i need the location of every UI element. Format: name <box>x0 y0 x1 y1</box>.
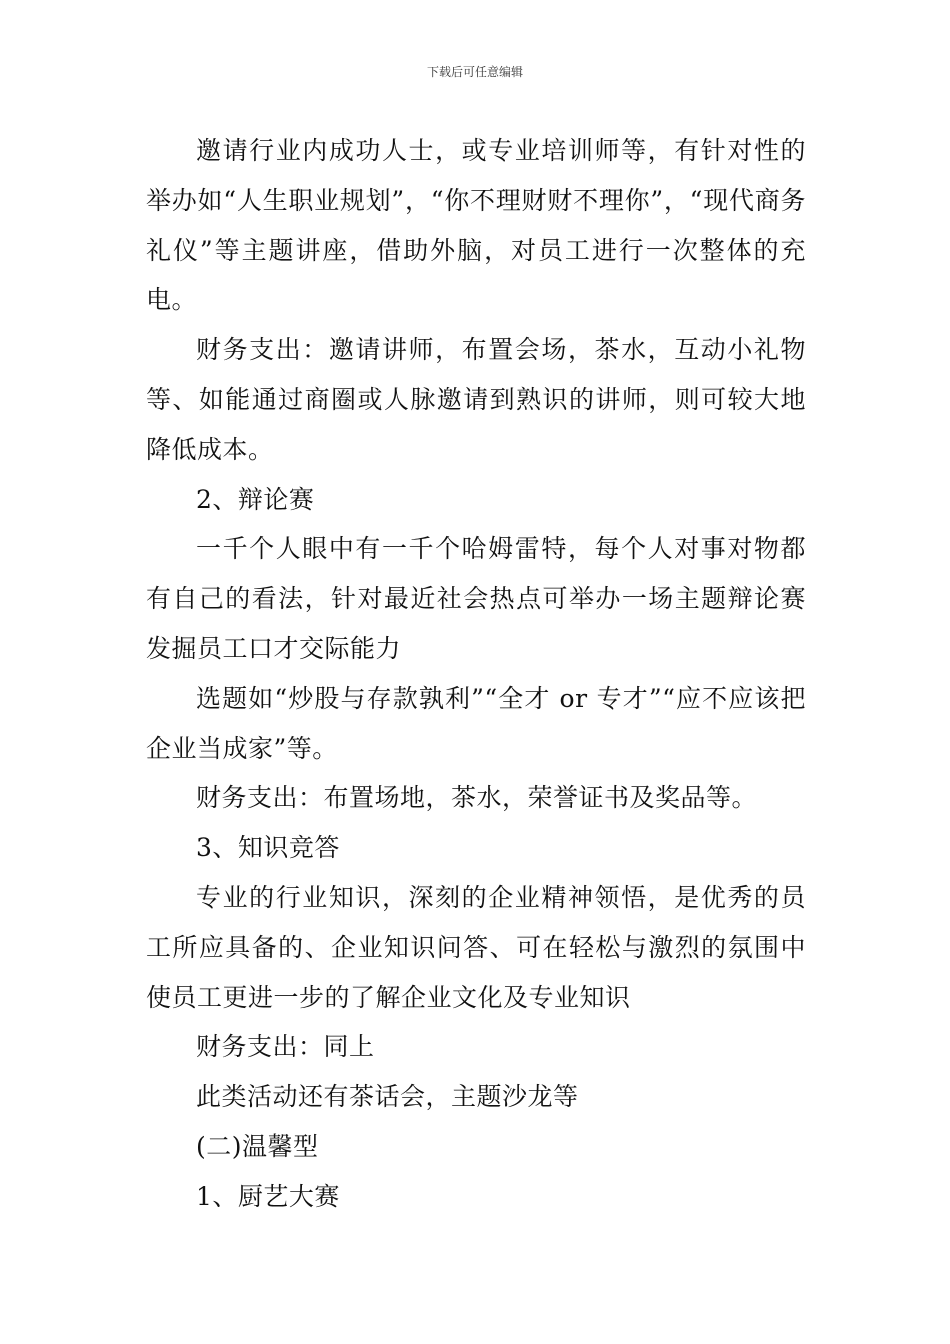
paragraph-lecture-cost: 财务支出：邀请讲师，布置会场，茶水，互动小礼物等、如能通过商圈或人脉邀请到熟识的讲师，则可较大地降低成本。 <box>146 335 806 464</box>
page-header: 下载后可任意编辑 <box>426 65 523 79</box>
paragraph-quiz-intro: 专业的行业知识，深刻的企业精神领悟，是优秀的员工所应具备的、企业知识问答、可在轻松与激烈的氛围中使员工更进一步的了解企业文化及专业知识 <box>146 882 806 1012</box>
heading-cooking-contest: 1、厨艺大赛 <box>196 1181 340 1211</box>
paragraph-quiz-cost: 财务支出：同上 <box>196 1032 375 1062</box>
document-body <box>146 126 806 1222</box>
heading-warm-type: (二)温馨型 <box>196 1131 319 1161</box>
paragraph-other-activities: 此类活动还有茶话会，主题沙龙等 <box>196 1082 579 1112</box>
paragraph-debate-cost: 财务支出：布置场地，茶水，荣誉证书及奖品等。 <box>196 783 758 813</box>
heading-quiz: 3、知识竞答 <box>196 833 340 863</box>
paragraph-lecture-intro: 邀请行业内成功人士，或专业培训师等，有针对性的举办如“人生职业规划”，“你不理财财不理你”，“现代商务礼仪”等主题讲座，借助外脑，对员工进行一次整体的充电。 <box>146 136 806 315</box>
paragraph-debate-topics: 选题如“炒股与存款孰利”“全才 or 专才”“应不应该把企业当成家”等。 <box>146 683 806 763</box>
paragraph-debate-intro: 一千个人眼中有一千个哈姆雷特，每个人对事对物都有自己的看法，针对最近社会热点可举办一场主题辩论赛发掘员工口才交际能力 <box>146 534 806 663</box>
heading-debate: 2、辩论赛 <box>196 484 315 514</box>
